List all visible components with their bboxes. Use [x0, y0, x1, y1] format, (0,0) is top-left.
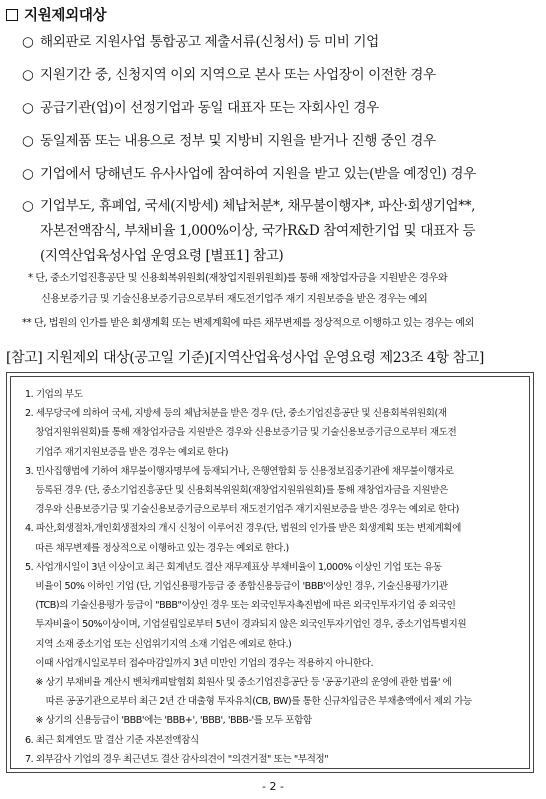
exclusion-item [22, 129, 542, 154]
footnote-text: * 단, 중소기업진흥공단 및 신용회복위원회(재창업지원위원회)를 통해 재창업자금을 지원받은 경우와 [28, 273, 448, 284]
exclusion-item [22, 63, 542, 88]
reference-line: 따른 공공기관으로부터 최근 2년 간 대출형 투자유치(CB, BW)를 통한 신규차입금은 부채총액에서 제외 가능 [25, 696, 472, 708]
page-number: - 2 - [262, 780, 284, 793]
bullet-circle-icon: ○ [22, 166, 34, 182]
reference-line: ※ 상기의 신용등급이 'BBB'에는 'BBB+', 'BBB', 'BBB-'를 모두 포함함 [25, 715, 312, 727]
reference-line: 3. 민사집행법에 기하여 채무불이행자명부에 등재되거나, 은행연합회 등 신용정보집중기관에 채무불이행자로 [25, 465, 454, 477]
reference-line: 1. 기업의 부도 [25, 389, 83, 400]
section-heading [6, 4, 106, 25]
bullet-circle-icon: ○ [22, 67, 34, 83]
reference-line: 따른 채무변제를 정상적으로 이행하고 있는 경우는 예외로 한다.) [25, 542, 289, 554]
reference-line: 경우와 신용보증기금 및 기술신용보증기금으로부터 재도전기업주 재기지원보증을 받은 경우는 예외로 한다) [25, 504, 459, 516]
bullet-circle-icon: ○ [22, 133, 34, 149]
reference-line: 이때 사업개시일로부터 접수마감일까지 3년 미만인 기업의 경우는 적용하지 아니한다. [25, 657, 374, 669]
bullet-circle-icon: ○ [22, 100, 34, 116]
reference-line: 비율이 50% 이하인 기업 (단, 기업신용평가등급 중 종합신용등급이 'BBB'이상인 경우, 기술신용평가기관 [25, 581, 448, 592]
footnote-text: ** 단, 법원의 인가를 받은 회생계획 또는 변제계획에 따른 채무변제를 정상적으로 이행하고 있는 경우는 예외 [22, 318, 474, 329]
exclusion-item-text: 해외판로 지원사업 통합공고 제출서류(신청서) 등 미비 기업 [40, 34, 379, 50]
reference-line: 7. 외부감사 기업의 경우 최근년도 결산 감사의견이 "의견거절" 또는 "부적정" [25, 753, 329, 765]
reference-line: 지역 소재 중소기업 또는 신업위기지역 소재 기업은 예외로 한다.) [25, 638, 292, 650]
exclusion-item-text: 기업에서 당해년도 유사사업에 참여하여 지원을 받고 있는(받을 예정인) 경우 [40, 166, 476, 182]
bullet-circle-icon: ○ [22, 198, 34, 214]
reference-box-inner [10, 376, 530, 769]
exclusion-item [22, 194, 542, 269]
footnote [22, 313, 542, 334]
reference-line: ※ 상기 부채비율 계산시 벤처캐피탈협회 회원사 및 중소기업진흥공단 등 '공공기관의 운영에 관한 법률' 에 [25, 677, 452, 688]
exclusion-item [22, 30, 542, 55]
reference-line: (TCB)의 기술신용평가 등급이 "BBB"이상인 경우 또는 외국인투자촉진법에 따른 외국인투자기업 중 외국인 [25, 600, 456, 612]
reference-line: 4. 파산,회생절차,개인회생절차의 개시 신청이 이루어진 경우(단, 법원의 인가를 받은 회생계획 또는 변제계획에 [25, 523, 461, 535]
exclusion-item-continuation: (지역산업육성사업 운영요령 [별표1] 참고) [40, 248, 284, 264]
reference-line: 투자비율이 50%이상이며, 기업설립일로부터 5년이 경과되지 않은 외국인투자기업인 경우, 중소기업특별지원 [25, 619, 467, 631]
exclusion-item-text: 지원기간 중, 신청지역 이외 지역으로 본사 또는 사업장이 이전한 경우 [40, 67, 436, 83]
checkbox-square-icon [6, 9, 18, 21]
reference-line: 5. 사업개시일이 3년 이상이고 최근 회계년도 결산 재무제표상 부채비율이 1,000% 이상인 기업 또는 유동 [25, 561, 442, 573]
exclusion-item-text: 동일제품 또는 내용으로 정부 및 지방비 지원을 받거나 진행 중인 경우 [40, 133, 436, 149]
reference-line: 등록된 경우 (단, 중소기업진흥공단 및 신용회복위원회(재창업지원위원회)를 통해 재창업자금을 지원받은 [25, 485, 448, 496]
reference-line: 기업주 재기지원보증을 받은 경우는 예외로 한다) [25, 446, 229, 458]
exclusion-item-text: 공급기관(업)이 선정기업과 동일 대표자 또는 자회사인 경우 [40, 100, 379, 116]
reference-line: 6. 최근 회계연도 말 결산 기준 자본전액잠식 [25, 734, 199, 746]
footnote [28, 268, 542, 310]
exclusion-item-continuation: 자본전액잠식, 부채비율 1,000%이상, 국가R&D 참여제한기업 및 대표자 등 [40, 223, 476, 239]
reference-line: 창업지원위원회)를 통해 재창업자금을 지원받은 경우와 신용보증기금 및 기술신용보증기금으로부터 재도전 [25, 427, 457, 439]
bullet-circle-icon: ○ [22, 34, 34, 50]
reference-box [6, 372, 534, 773]
reference-line: 2. 세무당국에 의하여 국세, 지방세 등의 체납처분을 받은 경우 (단, 중소기업진흥공단 및 신용회복위원회(재 [25, 408, 447, 420]
exclusion-item-text: 기업부도, 휴폐업, 국세(지방세) 체납처분*, 채무불이행자*, 파산·회생기업**, [40, 198, 476, 214]
exclusion-item [22, 162, 542, 187]
footnote-continuation: 신용보증기금 및 기술신용보증기금으로부터 재도전기업주 재기 지원보증을 받은 경우는 예외 [41, 294, 428, 305]
exclusion-item [22, 96, 542, 121]
reference-title: [참고] 지원제외 대상(공고일 기준)[지역산업육성사업 운영요령 제23조 4항 참고] [6, 350, 484, 366]
section-title: 지원제외대상 [24, 7, 107, 24]
